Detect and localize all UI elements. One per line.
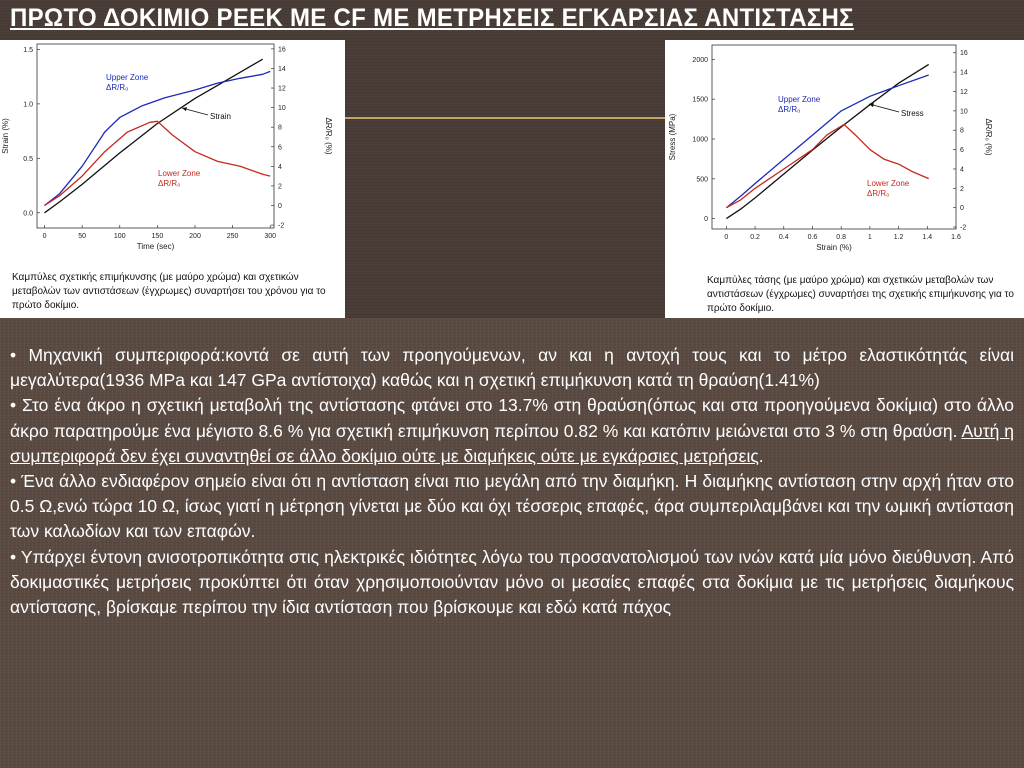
right-y-tick-label: 500 bbox=[696, 176, 708, 184]
right-y2-tick-label: 12 bbox=[960, 88, 968, 96]
right-x-tick-label: 1 bbox=[867, 234, 872, 241]
left-series-black-line bbox=[45, 59, 263, 213]
right-y2-tick-label: -2 bbox=[960, 224, 967, 232]
right-x-tick-label: 1.4 bbox=[922, 234, 933, 241]
right-y-tick-label: 0 bbox=[704, 216, 708, 224]
left-figure bbox=[0, 40, 345, 318]
right-y2-tick-label: 6 bbox=[960, 147, 964, 155]
right-y2-tick-label: 10 bbox=[960, 108, 968, 116]
right-stress-label-arrow bbox=[869, 104, 899, 112]
right-plot-frame bbox=[712, 45, 956, 229]
left-y2-tick-label: 16 bbox=[278, 46, 286, 54]
left-y2-tick-label: 4 bbox=[278, 163, 282, 171]
right-series-lower-zone-line bbox=[726, 124, 928, 207]
right-y-tick-label: 1500 bbox=[692, 96, 708, 104]
right-figure-caption: Καμπύλες τάσης (με μαύρο χρώμα) και σχετικών μεταβολών των αντιστάσεων (έγχρωμες) συναρτήσει της σχετικής επιμήκυνσης για το πρώτο δοκίμιο. bbox=[707, 275, 1014, 314]
left-y-axis-label: Strain (%) bbox=[1, 118, 10, 154]
right-x-axis-label: Strain (%) bbox=[816, 243, 852, 252]
left-x-tick-label: 200 bbox=[189, 233, 201, 240]
left-y-tick-label: 1.0 bbox=[23, 101, 33, 109]
left-y2-axis-label: ΔR/R₀ (%) bbox=[324, 117, 333, 155]
paragraph-mechanical-behavior: • Μηχανική συμπεριφορά:κοντά σε αυτή των προηγούμενων, αν και η αντοχή τους και το μέτρο ελαστικότητάς είναι μεγαλύτερα(1936 MPa και 147 GPa αντίστοιχα) καθώς και η σχετική επιμήκυνση κατά τη θραύση(1.41%) bbox=[10, 345, 1014, 391]
right-y2-tick-label: 4 bbox=[960, 166, 964, 174]
right-x-tick-label: 0 bbox=[724, 234, 729, 241]
left-strain-label: Strain bbox=[210, 112, 231, 121]
left-upper-zone-label: Upper Zone bbox=[106, 73, 149, 82]
underlined-remark: Αυτή η συμπεριφορά δεν έχει συναντηθεί σε άλλο δοκίμιο ούτε με διαμήκεις ούτε με εγκάρσιες μετρήσεις bbox=[10, 420, 1015, 466]
right-series-black-line bbox=[726, 64, 928, 218]
left-x-tick-label: 0 bbox=[42, 233, 47, 240]
right-y-axis-label: Stress (MPa) bbox=[668, 113, 677, 161]
body-text bbox=[10, 343, 1014, 620]
left-lower-zone-label: Lower Zone bbox=[158, 169, 201, 178]
right-lower-zone-label: Lower Zone bbox=[867, 179, 910, 188]
left-x-tick-label: 100 bbox=[113, 233, 126, 240]
left-lower-zone-symbol: ΔR/R₀ bbox=[158, 179, 181, 188]
left-x-tick-label: 250 bbox=[226, 233, 239, 240]
left-x-axis-label: Time (sec) bbox=[136, 242, 175, 251]
left-y-tick-label: 1.5 bbox=[23, 46, 33, 54]
right-x-tick-label: 1.6 bbox=[951, 234, 961, 241]
left-upper-zone-symbol: ΔR/R₀ bbox=[106, 83, 129, 92]
paragraph-anisotropy: • Υπάρχει έντονη ανισοτροπικότητα στις ηλεκτρικές ιδιότητες λόγω του προσανατολισμού των ινών κατά μία μόνο διεύθυνση. Από δοκιμαστικές μετρήσεις προκύπτει ότι όταν χρησιμοποιούνταν μόνο οι μεσαίες επαφές στα δοκίμια με τις μετρήσεις διαμήκους αντίστασης, βρίσκαμε περίπου την ίδια αντίσταση που βρίσκουμε και εδώ κατά πάχος bbox=[10, 546, 1014, 618]
right-stress-label: Stress bbox=[901, 109, 924, 118]
right-x-tick-label: 0.2 bbox=[750, 234, 760, 241]
left-y2-tick-label: -2 bbox=[278, 222, 285, 230]
left-y-tick-label: 0.5 bbox=[23, 155, 33, 163]
left-y2-tick-label: 12 bbox=[278, 85, 286, 93]
left-y2-tick-label: 14 bbox=[278, 65, 286, 73]
right-y2-axis-label: ΔR/R₀ (%) bbox=[984, 118, 993, 156]
right-y-tick-label: 2000 bbox=[692, 56, 708, 64]
stress-strain-chart bbox=[665, 40, 1024, 274]
paragraph-resistance-change bbox=[10, 393, 1014, 469]
left-y2-tick-label: 8 bbox=[278, 124, 282, 132]
right-x-tick-label: 0.6 bbox=[807, 234, 818, 241]
left-y2-tick-label: 10 bbox=[278, 105, 286, 113]
right-y2-tick-label: 0 bbox=[960, 205, 964, 213]
accent-line bbox=[345, 117, 665, 119]
paragraph-resistance-change-text: • Στο ένα άκρο η σχετική μεταβολή της αντίστασης φτάνει στο 13.7% στη θραύση(όπως και στα προηγούμενα δοκίμια) στο άλλο άκρο παρατηρούμε ένα μέγιστο 8.6 % για σχετική επιμήκυνση περίπου 0.82 % και κατόπιν μειώνεται στο 3 % στη θραύση. bbox=[10, 395, 1014, 441]
paragraph-resistance-value: • Ένα άλλο ενδιαφέρον σημείο είναι ότι η αντίσταση είναι πιο μεγάλη από την διαμήκη. Η διαμήκης αντίσταση στην αρχή ήταν στο 0.5 Ω,ενώ τώρα 10 Ω, ίσως γιατί η μέτρηση γίνεται με δύο και όχι τέσσερις επαφές, άρα συμπεριλαμβάνει και την ωμική αντίσταση των καλωδίων και των επαφών. bbox=[10, 471, 1014, 542]
right-upper-zone-symbol: ΔR/R₀ bbox=[778, 105, 801, 114]
right-y-tick-label: 1000 bbox=[692, 136, 708, 144]
left-y-tick-label: 0.0 bbox=[23, 210, 33, 218]
right-lower-zone-symbol: ΔR/R₀ bbox=[867, 189, 890, 198]
left-plot-frame bbox=[37, 44, 274, 228]
right-y2-tick-label: 14 bbox=[960, 69, 968, 77]
left-x-tick-label: 150 bbox=[151, 233, 164, 240]
left-y2-tick-label: 2 bbox=[278, 183, 282, 191]
left-y2-tick-label: 0 bbox=[278, 202, 282, 210]
left-y2-tick-label: 6 bbox=[278, 144, 282, 152]
paragraph-end-period: . bbox=[758, 445, 764, 466]
right-x-tick-label: 0.8 bbox=[836, 234, 847, 241]
slide-title: ΠΡΩΤΟ ΔΟΚΙΜΙΟ PEEK ΜΕ CF ΜΕ ΜΕΤΡΗΣΕΙΣ ΕΓΚΑΡΣΙΑΣ ΑΝΤΙΣΤΑΣΗΣ bbox=[10, 4, 854, 32]
right-y2-tick-label: 8 bbox=[960, 127, 964, 135]
right-y2-tick-label: 16 bbox=[960, 50, 968, 58]
right-figure bbox=[665, 40, 1024, 318]
right-x-tick-label: 0.4 bbox=[778, 234, 789, 241]
right-x-tick-label: 1.2 bbox=[893, 234, 904, 241]
left-x-tick-label: 50 bbox=[78, 233, 87, 240]
left-x-tick-label: 300 bbox=[264, 233, 277, 240]
strain-time-chart bbox=[0, 40, 345, 270]
right-upper-zone-label: Upper Zone bbox=[778, 95, 821, 104]
right-y2-tick-label: 2 bbox=[960, 185, 964, 193]
left-series-lower-zone-line bbox=[45, 121, 271, 205]
left-figure-caption: Καμπύλες σχετικής επιμήκυνσης (με μαύρο χρώμα) και σχετικών μεταβολών των αντιστάσεων (έγχρωμες) συναρτήσει του χρόνου για το πρώτο δοκίμιο. bbox=[12, 272, 326, 311]
